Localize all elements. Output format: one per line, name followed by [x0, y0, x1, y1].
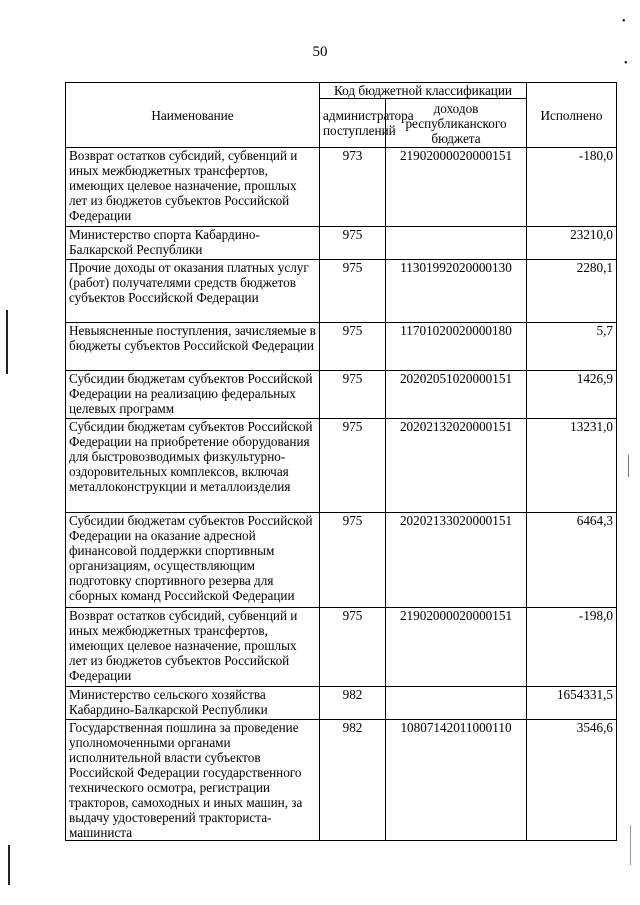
- row-amount: -180,0: [527, 148, 617, 227]
- budget-table: [65, 82, 617, 841]
- row-amount: 6464,3: [527, 513, 617, 608]
- header-admin: администратора поступлений: [320, 99, 386, 148]
- margin-mark-right-2: [630, 825, 631, 865]
- row-name: Министерство спорта Кабардино-Балкарской Республики: [66, 227, 320, 260]
- row-amount: -198,0: [527, 608, 617, 687]
- row-amount: 1426,9: [527, 371, 617, 419]
- row-admin-code: 975: [320, 371, 386, 419]
- row-income-code: 21902000020000151: [386, 608, 527, 687]
- row-admin-code: 975: [320, 227, 386, 260]
- row-income-code: [386, 687, 527, 720]
- row-income-code: 11701020020000180: [386, 323, 527, 371]
- table-row: [66, 227, 617, 260]
- row-amount: 5,7: [527, 323, 617, 371]
- header-income: доходов республиканского бюджета: [386, 99, 527, 148]
- row-income-code: 20202133020000151: [386, 513, 527, 608]
- table-row: [66, 608, 617, 687]
- row-admin-code: 973: [320, 148, 386, 227]
- row-amount: 23210,0: [527, 227, 617, 260]
- row-income-code: 11301992020000130: [386, 260, 527, 323]
- row-income-code: 20202051020000151: [386, 371, 527, 419]
- row-admin-code: 975: [320, 323, 386, 371]
- row-amount: 2280,1: [527, 260, 617, 323]
- table-body: [66, 148, 617, 841]
- row-amount: 1654331,5: [527, 687, 617, 720]
- margin-mark-left-1: [6, 310, 8, 374]
- row-name: Министерство сельского хозяйства Кабардино-Балкарской Республики: [66, 687, 320, 720]
- table-row: [66, 720, 617, 841]
- scan-speck-top: •: [622, 16, 626, 27]
- row-name: Невыясненные поступления, зачисляемые в бюджеты субъектов Российской Федерации: [66, 323, 320, 371]
- page-number: 50: [312, 44, 328, 60]
- table-row: [66, 419, 617, 513]
- row-name: Возврат остатков субсидий, субвенций и иных межбюджетных трансфертов, имеющих целевое назначение, прошлых лет из бюджетов субъектов Российской Федерации: [66, 608, 320, 687]
- table-row: [66, 323, 617, 371]
- table-row: [66, 513, 617, 608]
- row-income-code: 20202132020000151: [386, 419, 527, 513]
- scan-speck-right: •: [624, 58, 628, 69]
- row-income-code: 10807142011000110: [386, 720, 527, 841]
- header-executed: Исполнено: [527, 83, 617, 148]
- row-income-code: [386, 227, 527, 260]
- header-code-group: Код бюджетной классификации: [320, 83, 527, 99]
- row-income-code: 21902000020000151: [386, 148, 527, 227]
- row-admin-code: 975: [320, 419, 386, 513]
- row-name: Субсидии бюджетам субъектов Российской Федерации на оказание адресной финансовой поддержки спортивным организациям, осуществляющим подготовку спортивного резерва для сборных команд Российской Федерации: [66, 513, 320, 608]
- row-admin-code: 975: [320, 260, 386, 323]
- table-row: [66, 687, 617, 720]
- table-row: [66, 148, 617, 227]
- row-name: Возврат остатков субсидий, субвенций и иных межбюджетных трансфертов, имеющих целевое назначение, прошлых лет из бюджетов субъектов Российской Федерации: [66, 148, 320, 227]
- row-name: Прочие доходы от оказания платных услуг (работ) получателями средств бюджетов субъектов Российской Федерации: [66, 260, 320, 323]
- row-amount: 3546,6: [527, 720, 617, 841]
- row-admin-code: 982: [320, 720, 386, 841]
- table-row: [66, 260, 617, 323]
- row-name: Субсидии бюджетам субъектов Российской Федерации на приобретение оборудования для быстровозводимых физкультурно-оздоровительных комплексов, включая металлоконструкции и металлоизделия: [66, 419, 320, 513]
- margin-mark-right-1: [628, 455, 629, 477]
- row-admin-code: 975: [320, 608, 386, 687]
- header-name: Наименование: [66, 83, 320, 148]
- row-name: Государственная пошлина за проведение уполномоченными органами исполнительной власти субъектов Российской Федерации государственного технического осмотра, регистрации тракторов, самоходных и иных машин, за выдачу удостоверений тракториста-машиниста: [66, 720, 320, 841]
- table-row: [66, 371, 617, 419]
- margin-mark-left-2: [8, 845, 10, 885]
- row-name: Субсидии бюджетам субъектов Российской Федерации на реализацию федеральных целевых программ: [66, 371, 320, 419]
- row-admin-code: 975: [320, 513, 386, 608]
- table-header: [66, 83, 617, 148]
- row-admin-code: 982: [320, 687, 386, 720]
- row-amount: 13231,0: [527, 419, 617, 513]
